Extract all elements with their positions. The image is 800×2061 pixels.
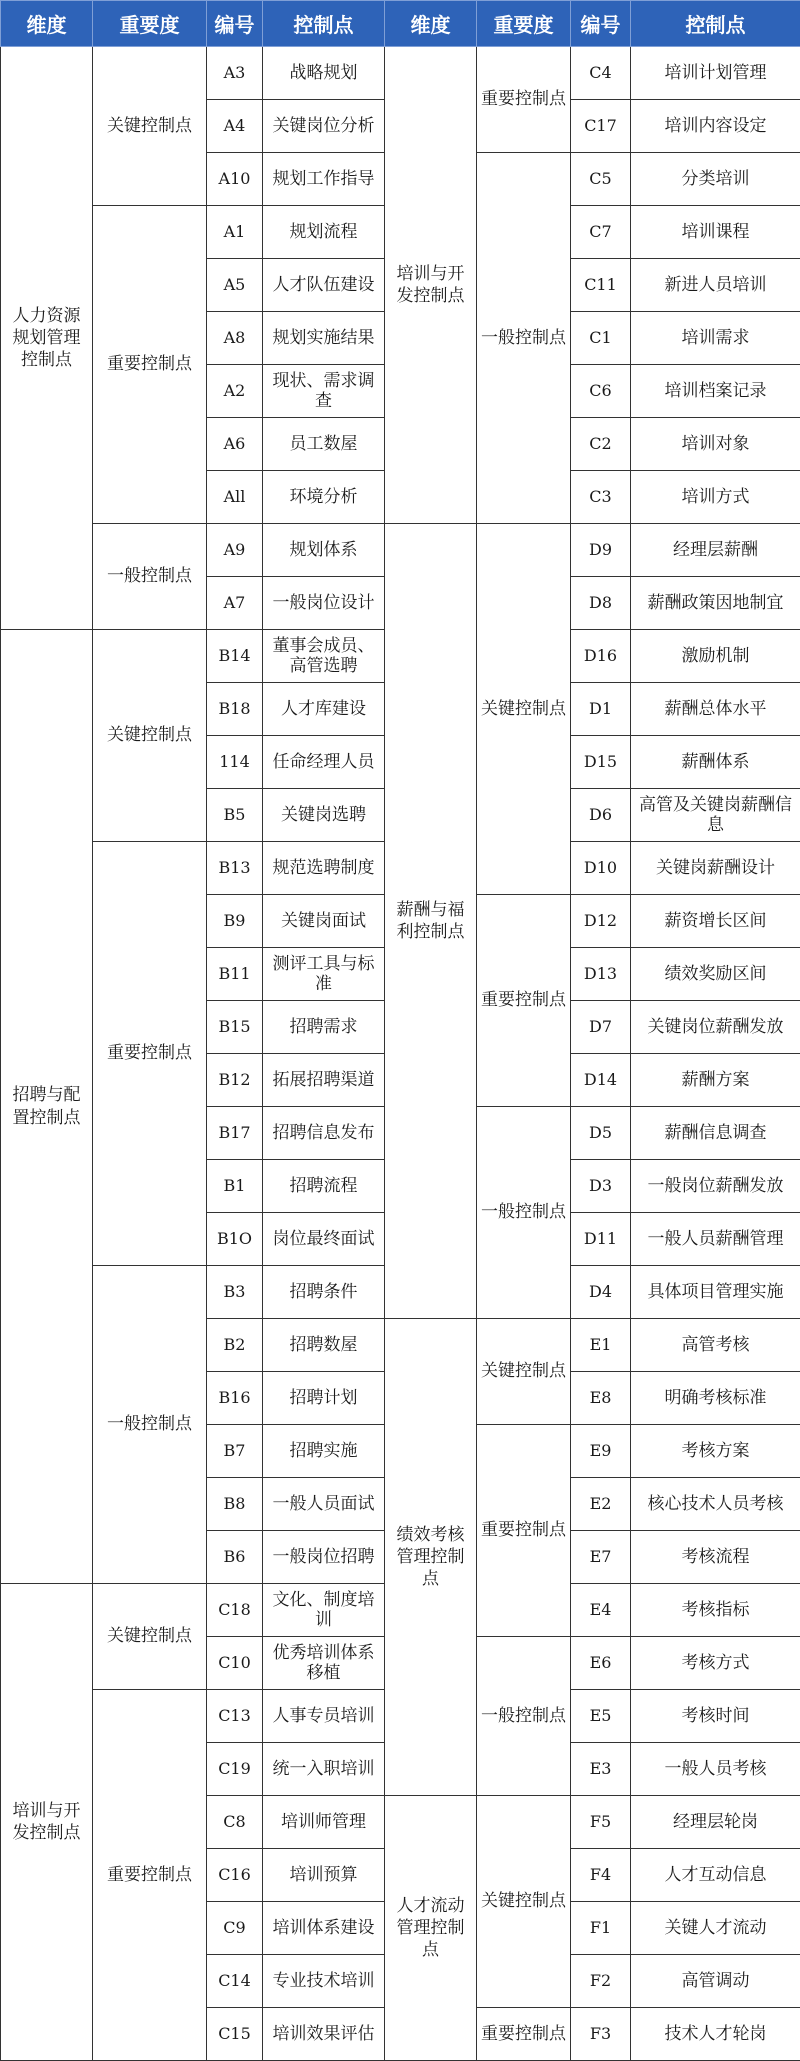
- control-point-cell: 规范选聘制度: [263, 842, 385, 895]
- control-point-cell: 培训计划管理: [631, 47, 800, 100]
- code-cell: B12: [207, 1054, 263, 1107]
- importance-cell: 关键控制点: [477, 524, 571, 895]
- importance-cell: 一般控制点: [93, 1266, 207, 1584]
- control-point-cell: 激励机制: [631, 630, 800, 683]
- table-row: [1, 47, 800, 100]
- code-cell: A3: [207, 47, 263, 100]
- importance-cell: 关键控制点: [477, 1796, 571, 2008]
- code-cell: B14: [207, 630, 263, 683]
- code-cell: C6: [571, 365, 631, 418]
- control-point-cell: 一般岗位招聘: [263, 1531, 385, 1584]
- code-cell: C15: [207, 2008, 263, 2061]
- code-cell: B3: [207, 1266, 263, 1319]
- control-point-cell: 任命经理人员: [263, 736, 385, 789]
- importance-cell: 一般控制点: [477, 1637, 571, 1796]
- control-point-cell: 考核指标: [631, 1584, 800, 1637]
- control-point-cell: 具体项目管理实施: [631, 1266, 800, 1319]
- control-point-cell: 培训预算: [263, 1849, 385, 1902]
- code-cell: B9: [207, 895, 263, 948]
- control-point-cell: 高管调动: [631, 1955, 800, 2008]
- code-cell: D14: [571, 1054, 631, 1107]
- code-cell: E8: [571, 1372, 631, 1425]
- code-cell: A8: [207, 312, 263, 365]
- control-point-cell: 考核方式: [631, 1637, 800, 1690]
- control-point-cell: 人才库建设: [263, 683, 385, 736]
- importance-cell: 重要控制点: [477, 895, 571, 1107]
- importance-cell: 重要控制点: [93, 842, 207, 1266]
- code-cell: B2: [207, 1319, 263, 1372]
- code-cell: C16: [207, 1849, 263, 1902]
- code-cell: B11: [207, 948, 263, 1001]
- dimension-cell: 薪酬与福利控制点: [385, 524, 477, 1319]
- control-point-cell: 薪酬信息调查: [631, 1107, 800, 1160]
- code-cell: C9: [207, 1902, 263, 1955]
- control-point-cell: 经理层轮岗: [631, 1796, 800, 1849]
- control-point-cell: 培训对象: [631, 418, 800, 471]
- code-cell: C1: [571, 312, 631, 365]
- code-cell: B18: [207, 683, 263, 736]
- control-point-cell: 关键岗选聘: [263, 789, 385, 842]
- control-point-cell: 培训档案记录: [631, 365, 800, 418]
- control-point-cell: 关键岗位薪酬发放: [631, 1001, 800, 1054]
- header-control-point: 控制点: [631, 1, 800, 47]
- control-point-cell: 核心技术人员考核: [631, 1478, 800, 1531]
- code-cell: B8: [207, 1478, 263, 1531]
- importance-cell: 重要控制点: [93, 1690, 207, 2061]
- control-point-cell: 关键岗薪酬设计: [631, 842, 800, 895]
- control-point-cell: 薪酬体系: [631, 736, 800, 789]
- code-cell: B17: [207, 1107, 263, 1160]
- importance-cell: 重要控制点: [93, 206, 207, 524]
- control-point-cell: 拓展招聘渠道: [263, 1054, 385, 1107]
- code-cell: C18: [207, 1584, 263, 1637]
- code-cell: D11: [571, 1213, 631, 1266]
- control-point-cell: 规划实施结果: [263, 312, 385, 365]
- importance-cell: 关键控制点: [93, 630, 207, 842]
- code-cell: E6: [571, 1637, 631, 1690]
- control-point-cell: 专业技术培训: [263, 1955, 385, 2008]
- code-cell: D7: [571, 1001, 631, 1054]
- control-point-cell: 培训体系建设: [263, 1902, 385, 1955]
- code-cell: B15: [207, 1001, 263, 1054]
- code-cell: E7: [571, 1531, 631, 1584]
- code-cell: E3: [571, 1743, 631, 1796]
- importance-cell: 重要控制点: [477, 1425, 571, 1637]
- control-point-cell: 环境分析: [263, 471, 385, 524]
- control-point-cell: 战略规划: [263, 47, 385, 100]
- code-cell: A2: [207, 365, 263, 418]
- importance-cell: 关键控制点: [93, 1584, 207, 1690]
- code-cell: D1: [571, 683, 631, 736]
- code-cell: F4: [571, 1849, 631, 1902]
- importance-cell: 一般控制点: [477, 1107, 571, 1319]
- importance-cell: 一般控制点: [477, 153, 571, 524]
- control-point-cell: 一般岗位设计: [263, 577, 385, 630]
- code-cell: E9: [571, 1425, 631, 1478]
- control-point-cell: 一般人员面试: [263, 1478, 385, 1531]
- code-cell: E5: [571, 1690, 631, 1743]
- control-point-cell: 一般岗位薪酬发放: [631, 1160, 800, 1213]
- code-cell: D8: [571, 577, 631, 630]
- header-control-point: 控制点: [263, 1, 385, 47]
- code-cell: C2: [571, 418, 631, 471]
- header-importance: 重要度: [477, 1, 571, 47]
- control-point-cell: 招聘需求: [263, 1001, 385, 1054]
- code-cell: B7: [207, 1425, 263, 1478]
- control-point-cell: 考核方案: [631, 1425, 800, 1478]
- dimension-cell: 绩效考核管理控制点: [385, 1319, 477, 1796]
- code-cell: F1: [571, 1902, 631, 1955]
- code-cell: A4: [207, 100, 263, 153]
- code-cell: C13: [207, 1690, 263, 1743]
- code-cell: C8: [207, 1796, 263, 1849]
- control-point-cell: 规划体系: [263, 524, 385, 577]
- control-point-cell: 统一入职培训: [263, 1743, 385, 1796]
- control-point-cell: 员工数屋: [263, 418, 385, 471]
- control-point-cell: 招聘流程: [263, 1160, 385, 1213]
- code-cell: E2: [571, 1478, 631, 1531]
- code-cell: D9: [571, 524, 631, 577]
- code-cell: C4: [571, 47, 631, 100]
- control-point-cell: 薪资增长区间: [631, 895, 800, 948]
- code-cell: All: [207, 471, 263, 524]
- code-cell: C10: [207, 1637, 263, 1690]
- code-cell: A1: [207, 206, 263, 259]
- importance-cell: 一般控制点: [93, 524, 207, 630]
- code-cell: A6: [207, 418, 263, 471]
- control-point-cell: 招聘数屋: [263, 1319, 385, 1372]
- code-cell: D10: [571, 842, 631, 895]
- control-point-cell: 培训师管理: [263, 1796, 385, 1849]
- code-cell: B1O: [207, 1213, 263, 1266]
- code-cell: A9: [207, 524, 263, 577]
- control-point-cell: 岗位最终面试: [263, 1213, 385, 1266]
- code-cell: C17: [571, 100, 631, 153]
- table-row: [1, 524, 800, 577]
- control-point-cell: 测评工具与标准: [263, 948, 385, 1001]
- control-point-cell: 技术人才轮岗: [631, 2008, 800, 2061]
- control-point-cell: 关键岗位分析: [263, 100, 385, 153]
- control-point-cell: 薪酬政策因地制宜: [631, 577, 800, 630]
- control-point-cell: 关键人才流动: [631, 1902, 800, 1955]
- code-cell: B5: [207, 789, 263, 842]
- code-cell: 114: [207, 736, 263, 789]
- code-cell: D16: [571, 630, 631, 683]
- control-point-cell: 培训方式: [631, 471, 800, 524]
- dimension-cell: 培训与开发控制点: [385, 47, 477, 524]
- control-point-cell: 规划工作指导: [263, 153, 385, 206]
- code-cell: D15: [571, 736, 631, 789]
- code-cell: C3: [571, 471, 631, 524]
- code-cell: B6: [207, 1531, 263, 1584]
- header-dimension: 维度: [1, 1, 93, 47]
- control-point-cell: 招聘计划: [263, 1372, 385, 1425]
- dimension-cell: 招聘与配置控制点: [1, 630, 93, 1584]
- header-importance: 重要度: [93, 1, 207, 47]
- control-point-cell: 人才互动信息: [631, 1849, 800, 1902]
- control-point-cell: 董事会成员、高管选聘: [263, 630, 385, 683]
- importance-cell: 重要控制点: [477, 47, 571, 153]
- control-point-cell: 明确考核标准: [631, 1372, 800, 1425]
- control-point-cell: 人事专员培训: [263, 1690, 385, 1743]
- control-point-cell: 培训内容设定: [631, 100, 800, 153]
- control-point-cell: 绩效奖励区间: [631, 948, 800, 1001]
- control-point-cell: 优秀培训体系移植: [263, 1637, 385, 1690]
- control-point-cell: 培训效果评估: [263, 2008, 385, 2061]
- control-point-cell: 一般人员考核: [631, 1743, 800, 1796]
- code-cell: C5: [571, 153, 631, 206]
- dimension-cell: 人力资源规划管理控制点: [1, 47, 93, 630]
- control-point-cell: 分类培训: [631, 153, 800, 206]
- header-row: [1, 1, 800, 47]
- control-point-cell: 一般人员薪酬管理: [631, 1213, 800, 1266]
- code-cell: E1: [571, 1319, 631, 1372]
- code-cell: A5: [207, 259, 263, 312]
- control-point-cell: 薪酬总体水平: [631, 683, 800, 736]
- control-point-cell: 新进人员培训: [631, 259, 800, 312]
- control-point-cell: 考核时间: [631, 1690, 800, 1743]
- code-cell: A10: [207, 153, 263, 206]
- code-cell: F5: [571, 1796, 631, 1849]
- header-code: 编号: [207, 1, 263, 47]
- code-cell: D13: [571, 948, 631, 1001]
- table-body: [1, 47, 800, 2061]
- control-point-cell: 招聘实施: [263, 1425, 385, 1478]
- control-point-cell: 招聘条件: [263, 1266, 385, 1319]
- control-point-cell: 高管及关键岗薪酬信息: [631, 789, 800, 842]
- code-cell: B16: [207, 1372, 263, 1425]
- control-point-cell: 培训需求: [631, 312, 800, 365]
- code-cell: E4: [571, 1584, 631, 1637]
- control-point-cell: 关键岗面试: [263, 895, 385, 948]
- header-dimension: 维度: [385, 1, 477, 47]
- importance-cell: 重要控制点: [477, 2008, 571, 2061]
- dimension-cell: 培训与开发控制点: [1, 1584, 93, 2061]
- dimension-cell: 人才流动管理控制点: [385, 1796, 477, 2061]
- code-cell: B13: [207, 842, 263, 895]
- code-cell: D12: [571, 895, 631, 948]
- control-point-cell: 文化、制度培训: [263, 1584, 385, 1637]
- importance-cell: 关键控制点: [477, 1319, 571, 1425]
- code-cell: C7: [571, 206, 631, 259]
- code-cell: C11: [571, 259, 631, 312]
- code-cell: B1: [207, 1160, 263, 1213]
- code-cell: C14: [207, 1955, 263, 2008]
- code-cell: D3: [571, 1160, 631, 1213]
- code-cell: D6: [571, 789, 631, 842]
- control-point-cell: 薪酬方案: [631, 1054, 800, 1107]
- code-cell: D5: [571, 1107, 631, 1160]
- control-point-cell: 人才队伍建设: [263, 259, 385, 312]
- importance-cell: 关键控制点: [93, 47, 207, 206]
- header-code: 编号: [571, 1, 631, 47]
- control-point-cell: 高管考核: [631, 1319, 800, 1372]
- control-point-cell: 经理层薪酬: [631, 524, 800, 577]
- code-cell: C19: [207, 1743, 263, 1796]
- control-point-cell: 现状、需求调查: [263, 365, 385, 418]
- control-point-cell: 考核流程: [631, 1531, 800, 1584]
- code-cell: F2: [571, 1955, 631, 2008]
- control-point-cell: 招聘信息发布: [263, 1107, 385, 1160]
- control-point-cell: 培训课程: [631, 206, 800, 259]
- code-cell: A7: [207, 577, 263, 630]
- code-cell: D4: [571, 1266, 631, 1319]
- code-cell: F3: [571, 2008, 631, 2061]
- control-point-cell: 规划流程: [263, 206, 385, 259]
